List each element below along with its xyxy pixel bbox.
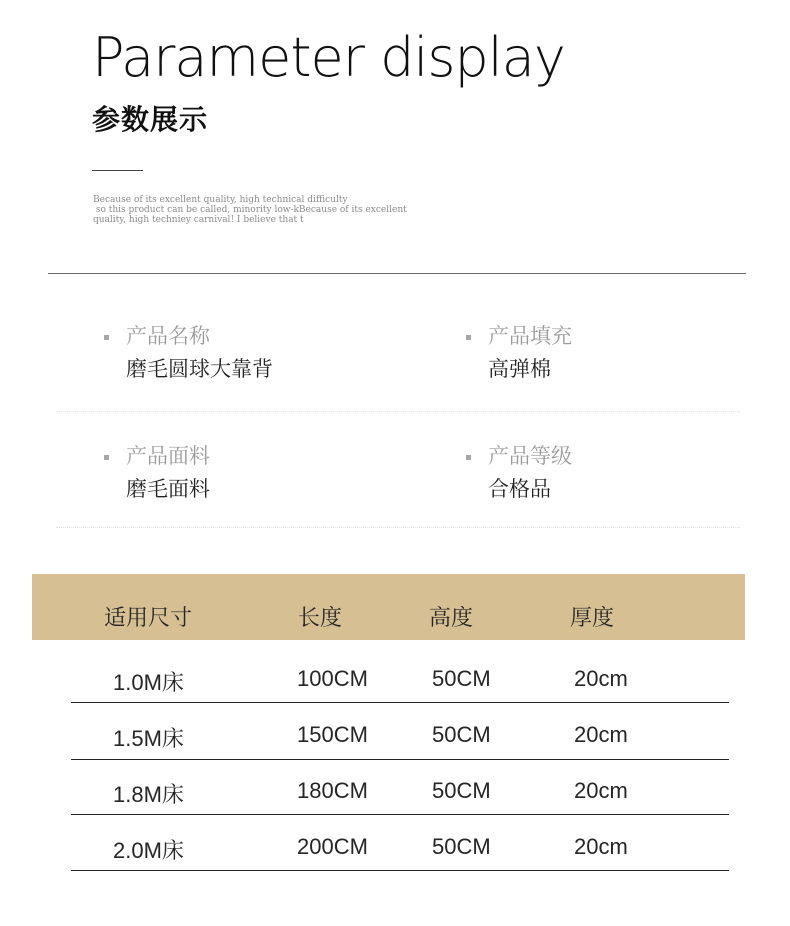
row-divider xyxy=(71,870,729,871)
table-cell: 1.8M床 xyxy=(113,782,184,807)
table-row xyxy=(0,758,790,814)
description-text xyxy=(93,195,407,225)
table-row xyxy=(0,814,790,870)
param-label xyxy=(466,444,726,470)
title-underline xyxy=(92,170,143,171)
param-product-name xyxy=(104,324,364,383)
description-line: so this product can be called, minority low-kBecause of its excellent xyxy=(93,205,407,215)
table-cell: 20cm xyxy=(574,834,628,859)
table-cell: 200CM xyxy=(297,834,368,859)
size-table-header xyxy=(32,574,745,640)
bullet-icon xyxy=(104,335,109,340)
param-value: 高弹棉 xyxy=(488,358,551,381)
table-cell: 180CM xyxy=(297,778,368,803)
table-cell: 100CM xyxy=(297,666,368,691)
bullet-icon xyxy=(466,335,471,340)
bullet-icon xyxy=(466,455,471,460)
table-cell: 150CM xyxy=(297,722,368,747)
description-line: quality, high techniey carnival! I believe that t xyxy=(93,215,304,225)
param-fabric xyxy=(104,444,364,503)
param-label-text: 产品面料 xyxy=(126,445,210,468)
table-row xyxy=(0,646,790,702)
dotted-divider xyxy=(56,411,740,412)
table-cell: 2.0M床 xyxy=(113,838,184,863)
param-value: 磨毛圆球大靠背 xyxy=(126,358,273,381)
table-cell: 50CM xyxy=(432,666,491,691)
column-header-length: 长度 xyxy=(298,605,343,630)
dotted-divider xyxy=(56,527,740,528)
param-label xyxy=(104,444,364,470)
table-cell: 1.5M床 xyxy=(113,726,184,751)
table-cell: 20cm xyxy=(574,666,628,691)
param-label xyxy=(104,324,364,350)
description-line: Because of its excellent quality, high technical difficulty xyxy=(93,195,348,205)
column-header-size: 适用尺寸 xyxy=(104,605,193,630)
param-label-text: 产品等级 xyxy=(488,445,572,468)
table-cell: 1.0M床 xyxy=(113,670,184,695)
page-title-chinese: 参数展示 xyxy=(92,104,209,135)
param-value: 合格品 xyxy=(488,478,551,501)
param-grade xyxy=(466,444,726,503)
bullet-icon xyxy=(104,455,109,460)
table-cell: 20cm xyxy=(574,778,628,803)
table-cell: 50CM xyxy=(432,722,491,747)
param-label-text: 产品名称 xyxy=(126,325,210,348)
table-row xyxy=(0,702,790,758)
param-label xyxy=(466,324,726,350)
table-cell: 50CM xyxy=(432,834,491,859)
section-divider xyxy=(48,273,746,274)
page-title-english: Parameter display xyxy=(92,26,565,89)
param-label-text: 产品填充 xyxy=(488,325,572,348)
column-header-thickness: 厚度 xyxy=(570,605,615,630)
table-cell: 50CM xyxy=(432,778,491,803)
param-filling xyxy=(466,324,726,383)
table-cell: 20cm xyxy=(574,722,628,747)
column-header-height: 高度 xyxy=(429,605,474,630)
param-value: 磨毛面料 xyxy=(126,478,210,501)
